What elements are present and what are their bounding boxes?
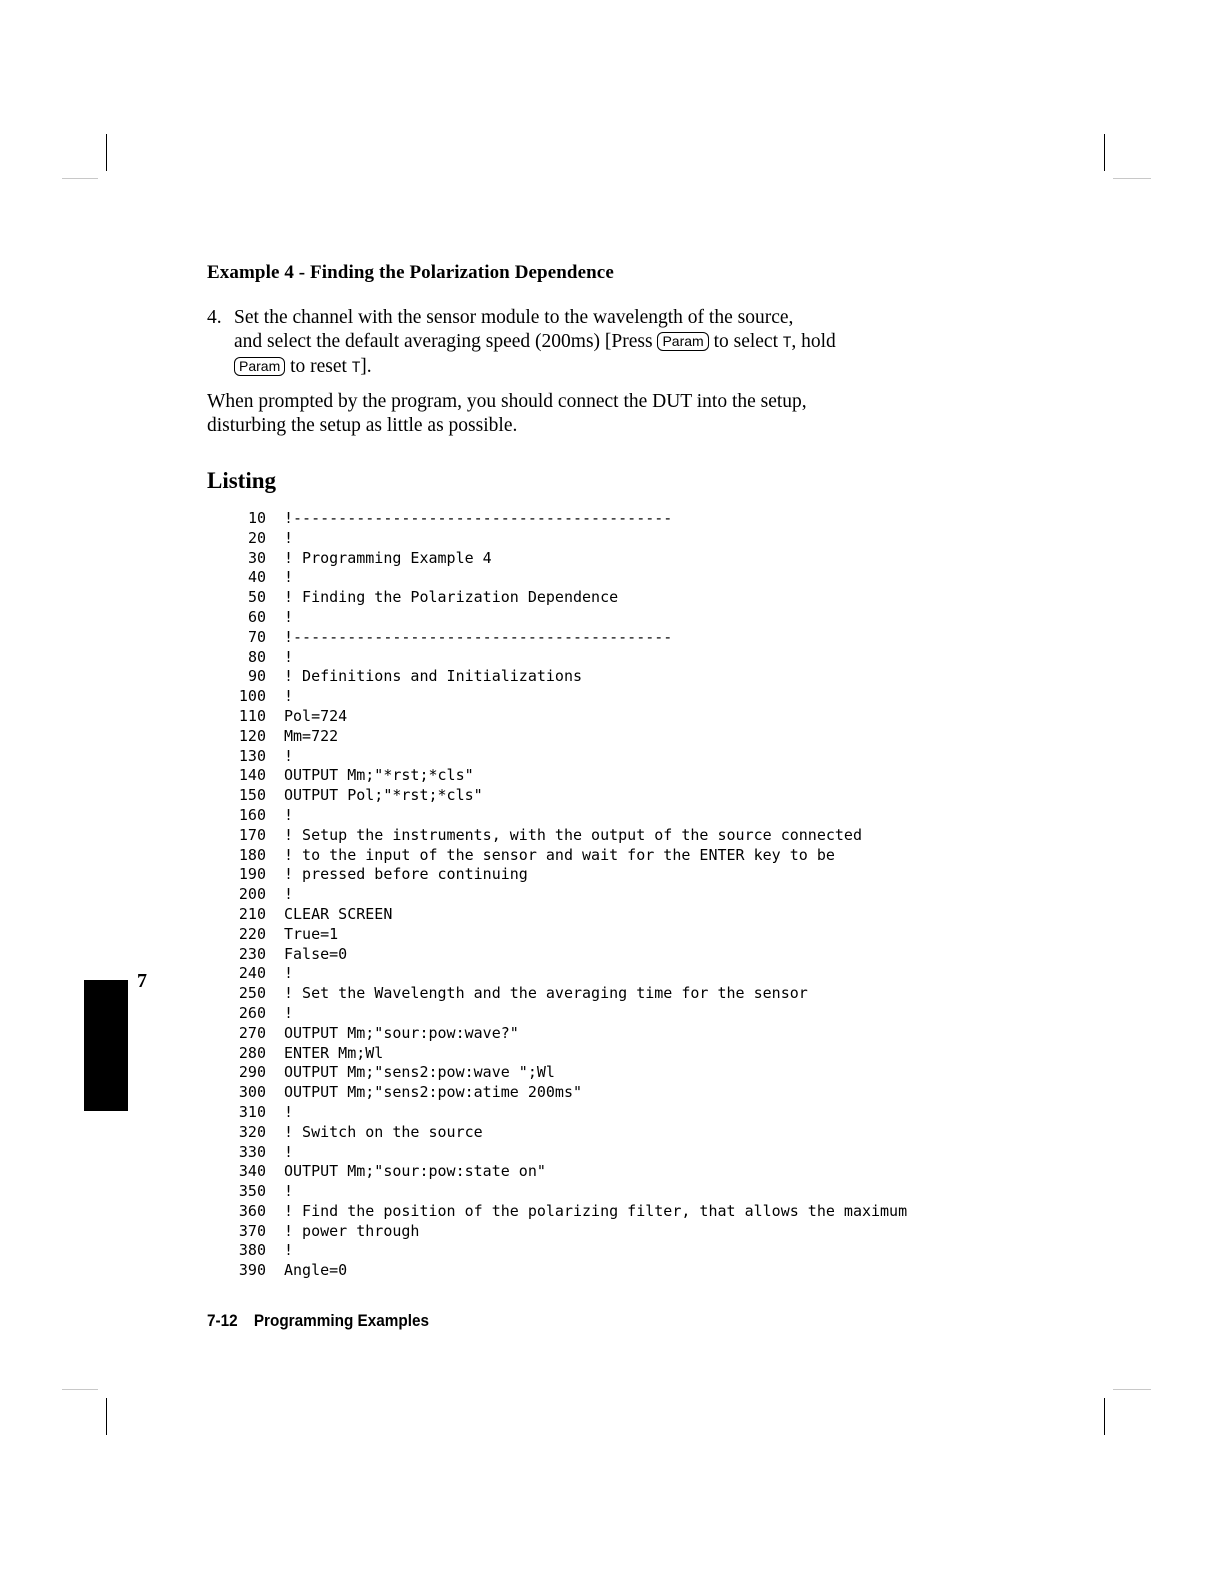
code-line xyxy=(230,1004,907,1024)
code-line xyxy=(230,568,907,588)
line-number: 280 xyxy=(238,1043,266,1062)
symbol-t: T xyxy=(351,360,361,376)
line-number: 100 xyxy=(238,687,266,706)
code-line xyxy=(230,925,907,945)
code-text: True=1 xyxy=(284,924,339,943)
instruction-paragraph xyxy=(207,390,997,438)
code-line xyxy=(230,826,907,846)
line-number: 110 xyxy=(238,706,266,725)
step-4-text-2b: to select xyxy=(708,331,783,352)
line-number: 40 xyxy=(247,568,266,587)
line-number: 350 xyxy=(238,1182,266,1201)
code-line xyxy=(230,1202,907,1222)
step-4-text-3a: to reset xyxy=(285,356,352,377)
code-line xyxy=(230,1103,907,1123)
param-key: Param xyxy=(657,332,708,351)
line-number: 290 xyxy=(238,1063,266,1082)
line-number: 20 xyxy=(247,528,266,547)
line-number: 50 xyxy=(247,588,266,607)
code-text: OUTPUT Mm;"*rst;*cls" xyxy=(284,766,474,785)
line-number: 250 xyxy=(238,984,266,1003)
code-text: ! Find the position of the polarizing filter, that allows the maximum xyxy=(284,1201,908,1220)
code-text: ! xyxy=(284,568,294,587)
code-text: CLEAR SCREEN xyxy=(284,904,393,923)
line-number: 140 xyxy=(238,766,266,785)
code-listing xyxy=(230,509,907,1281)
code-line xyxy=(230,945,907,965)
step-4-text-2a: and select the default averaging speed (200ms) [Press xyxy=(234,331,658,352)
code-text: ! xyxy=(284,746,294,765)
code-text: ! Definitions and Initializations xyxy=(284,667,583,686)
crop-mark-bottom-right xyxy=(1104,1398,1105,1435)
code-text: ! xyxy=(284,687,294,706)
code-line xyxy=(230,885,907,905)
code-line xyxy=(230,905,907,925)
line-number: 60 xyxy=(247,607,266,626)
code-text: ! xyxy=(284,964,294,983)
code-text: ! xyxy=(284,647,294,666)
line-number: 130 xyxy=(238,746,266,765)
code-text: ENTER Mm;Wl xyxy=(284,1043,384,1062)
code-text: ! Switch on the source xyxy=(284,1122,483,1141)
line-number: 300 xyxy=(238,1083,266,1102)
line-number: 190 xyxy=(238,865,266,884)
code-text: OUTPUT Mm;"sour:pow:state on" xyxy=(284,1162,546,1181)
code-text: ! pressed before continuing xyxy=(284,865,528,884)
code-line xyxy=(230,549,907,569)
param-key: Param xyxy=(234,357,285,376)
line-number: 160 xyxy=(238,805,266,824)
crop-mark-bottom-left-h xyxy=(62,1389,98,1390)
listing-heading: Listing xyxy=(207,468,277,493)
line-number: 330 xyxy=(238,1142,266,1161)
code-line xyxy=(230,964,907,984)
code-text: ! xyxy=(284,1182,294,1201)
code-line xyxy=(230,1182,907,1202)
code-text: ! Set the Wavelength and the averaging time for the sensor xyxy=(284,984,808,1003)
line-number: 120 xyxy=(238,726,266,745)
code-text: ! xyxy=(284,1003,294,1022)
line-number: 320 xyxy=(238,1122,266,1141)
line-number: 340 xyxy=(238,1162,266,1181)
step-4-line-2 xyxy=(234,330,997,355)
line-number: 200 xyxy=(238,885,266,904)
code-line xyxy=(230,1241,907,1261)
code-line xyxy=(230,1044,907,1064)
line-number: 170 xyxy=(238,825,266,844)
line-number: 230 xyxy=(238,944,266,963)
step-4-line-3 xyxy=(234,355,997,380)
code-text: Mm=722 xyxy=(284,726,339,745)
step-4-text-2c: , hold xyxy=(791,331,836,352)
code-line xyxy=(230,984,907,1004)
code-line xyxy=(230,727,907,747)
page-footer xyxy=(207,1311,429,1331)
line-number: 220 xyxy=(238,924,266,943)
code-text: ! Finding the Polarization Dependence xyxy=(284,588,619,607)
line-number: 310 xyxy=(238,1102,266,1121)
code-line xyxy=(230,628,907,648)
code-text: Angle=0 xyxy=(284,1261,348,1280)
step-4-text-1: Set the channel with the sensor module to the wavelength of the source, xyxy=(234,307,794,328)
chapter-number: 7 xyxy=(137,970,147,992)
step-4 xyxy=(207,306,997,380)
code-text: ! xyxy=(284,1241,294,1260)
line-number: 30 xyxy=(247,548,266,567)
line-number: 270 xyxy=(238,1023,266,1042)
line-number: 80 xyxy=(247,647,266,666)
paragraph-line-1: When prompted by the program, you should connect the DUT into the setup, xyxy=(207,391,807,412)
code-line xyxy=(230,1143,907,1163)
code-text: Pol=724 xyxy=(284,706,348,725)
code-text: !------------------------------------------ xyxy=(284,627,673,646)
line-number: 260 xyxy=(238,1003,266,1022)
code-text: ! xyxy=(284,805,294,824)
symbol-t: T xyxy=(782,335,792,351)
code-text: !------------------------------------------ xyxy=(284,509,673,527)
crop-mark-bottom-left xyxy=(106,1398,107,1435)
line-number: 210 xyxy=(238,904,266,923)
code-text: OUTPUT Pol;"*rst;*cls" xyxy=(284,786,483,805)
code-line xyxy=(230,1063,907,1083)
code-line xyxy=(230,1222,907,1242)
code-line xyxy=(230,1261,907,1281)
code-line xyxy=(230,667,907,687)
line-number: 380 xyxy=(238,1241,266,1260)
code-line xyxy=(230,1123,907,1143)
code-line xyxy=(230,806,907,826)
chapter-tab xyxy=(84,980,128,1111)
code-line xyxy=(230,1024,907,1044)
code-text: ! xyxy=(284,885,294,904)
code-text: ! to the input of the sensor and wait for the ENTER key to be xyxy=(284,845,835,864)
code-line xyxy=(230,509,907,529)
code-text: ! Programming Example 4 xyxy=(284,548,492,567)
line-number: 360 xyxy=(238,1201,266,1220)
line-number: 370 xyxy=(238,1221,266,1240)
code-text: ! xyxy=(284,1102,294,1121)
line-number: 70 xyxy=(247,627,266,646)
code-text: ! power through xyxy=(284,1221,420,1240)
code-line xyxy=(230,1083,907,1103)
line-number: 240 xyxy=(238,964,266,983)
step-number: 4. xyxy=(207,307,222,328)
crop-mark-top-right xyxy=(1104,134,1105,171)
crop-mark-top-left-h xyxy=(62,178,98,179)
code-line xyxy=(230,766,907,786)
code-text: ! xyxy=(284,1142,294,1161)
code-text: ! xyxy=(284,528,294,547)
code-line xyxy=(230,529,907,549)
code-line xyxy=(230,786,907,806)
code-text: OUTPUT Mm;"sens2:pow:wave ";Wl xyxy=(284,1063,555,1082)
crop-mark-top-right-h xyxy=(1113,178,1151,179)
line-number: 150 xyxy=(238,786,266,805)
code-line xyxy=(230,846,907,866)
crop-mark-bottom-right-h xyxy=(1113,1389,1151,1390)
code-text: OUTPUT Mm;"sens2:pow:atime 200ms" xyxy=(284,1083,583,1102)
step-4-text-3b: ]. xyxy=(360,356,372,377)
section-title: Example 4 - Finding the Polarization Dependence xyxy=(207,262,614,283)
paragraph-line-2: disturbing the setup as little as possible. xyxy=(207,415,518,436)
code-line xyxy=(230,1162,907,1182)
code-text: OUTPUT Mm;"sour:pow:wave?" xyxy=(284,1023,519,1042)
line-number: 10 xyxy=(247,509,266,527)
code-line xyxy=(230,687,907,707)
step-4-line-1 xyxy=(234,306,997,330)
code-text: False=0 xyxy=(284,944,348,963)
page-number: 7-12 xyxy=(207,1311,238,1330)
code-line xyxy=(230,865,907,885)
footer-chapter-title: Programming Examples xyxy=(253,1311,429,1330)
line-number: 180 xyxy=(238,845,266,864)
line-number: 390 xyxy=(238,1261,266,1280)
code-line xyxy=(230,648,907,668)
code-line xyxy=(230,747,907,767)
code-line xyxy=(230,608,907,628)
line-number: 90 xyxy=(247,667,266,686)
crop-mark-top-left xyxy=(106,134,107,171)
code-line xyxy=(230,707,907,727)
code-text: ! Setup the instruments, with the output of the source connected xyxy=(284,825,862,844)
code-text: ! xyxy=(284,607,294,626)
code-line xyxy=(230,588,907,608)
